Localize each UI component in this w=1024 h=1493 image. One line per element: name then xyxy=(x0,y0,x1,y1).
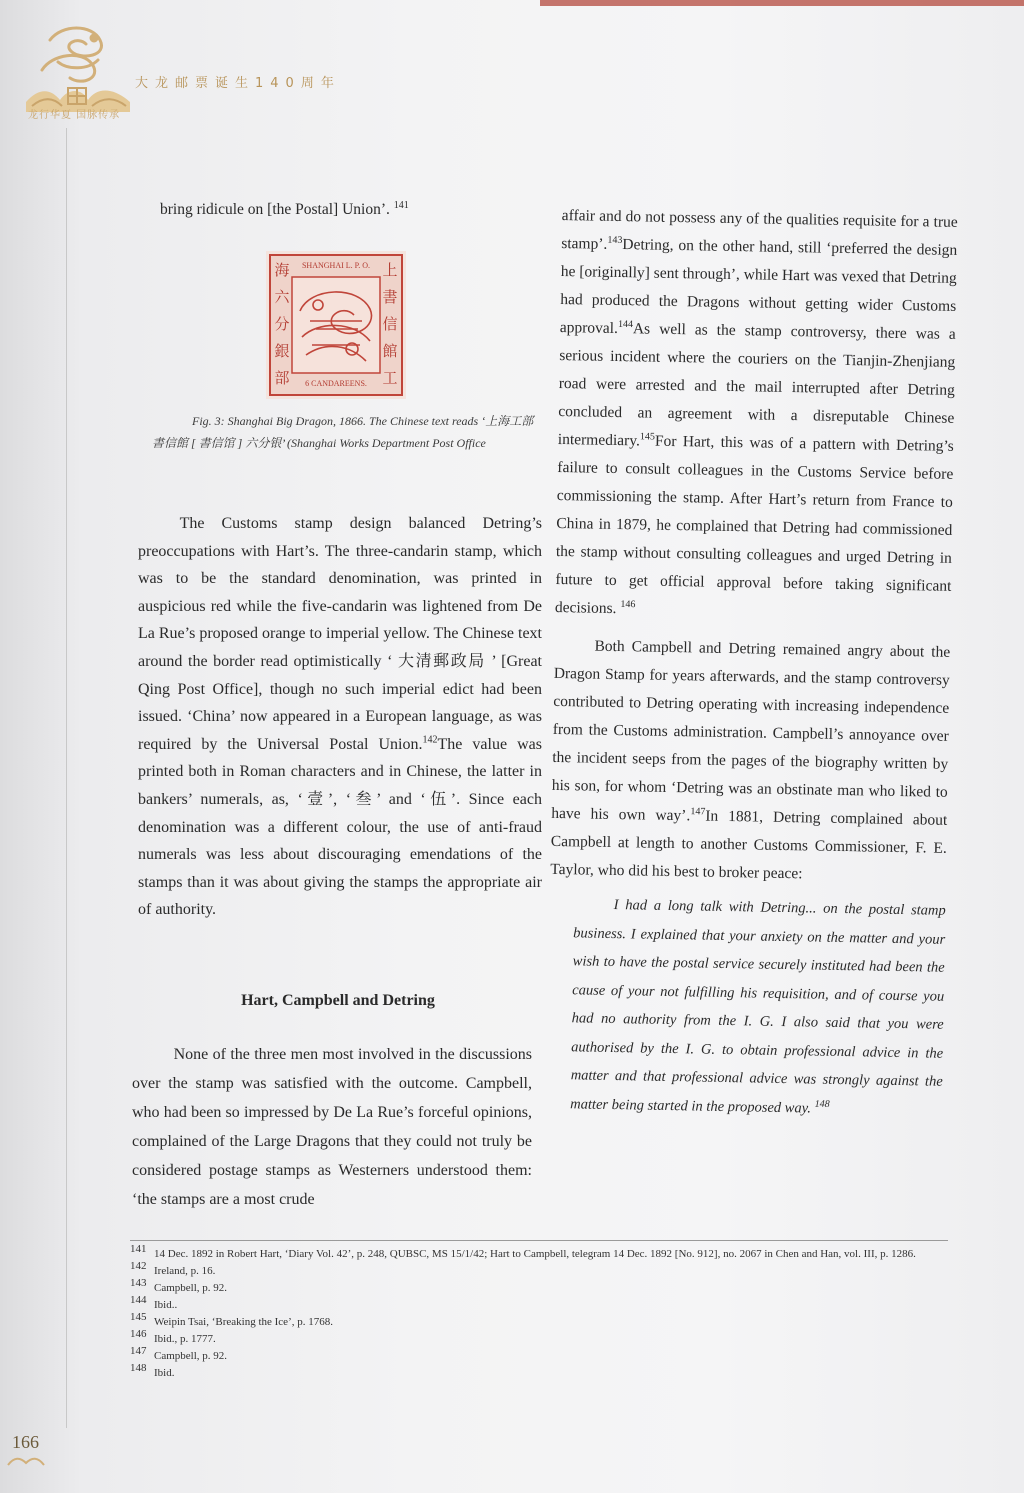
stamp-bottom-text: 6 CANDAREENS. xyxy=(305,379,367,388)
stamp-top-text: SHANGHAI L. P. O. xyxy=(301,261,370,270)
footnote-143: 143 Campbell, p. 92. xyxy=(130,1277,228,1294)
footnote-147: 147 Campbell, p. 92. xyxy=(130,1345,228,1362)
footnote-ref[interactable]: 145 xyxy=(639,431,656,443)
dragon-logo-icon xyxy=(22,20,134,120)
left-paragraph-2: None of the three men most involved in the discussions over the stamp was satisfied with the outcome. Campbell, who had been so impressed by De La Rue’s forceful opinions, complained of the Large Dragons that they could not truly be considered postage stamps as Westerners understood them: ‘the stamps are a most crude xyxy=(132,1046,532,1208)
footnote-142: 142 Ireland, p. 16. xyxy=(130,1260,216,1277)
footnote-145: 145 Weipin Tsai, ‘Breaking the Ice’, p. 1768. xyxy=(130,1311,333,1328)
page-number: 166 xyxy=(12,1432,39,1452)
right-paragraph-2: Both Campbell and Detring remained angry about the Dragon Stamp for years afterwards, and the stamp controversy contributed to Detring operating with increasing independence from the Customs administration. Campbell’s annoyance over the incident seeps from the pages of the biography written by his son, for whom ‘Detring was an obstinate man who liked to have his own way’.$^{147}$In 1881, Detring complained about Campbell at length to another Customs Commissioner, F. E. Taylor, who did his best to broker peace: xyxy=(550,637,951,883)
running-header: 大龙邮票诞生140周年 xyxy=(135,76,341,91)
left-intro-line: bring ridicule on [the Postal] Union’. $^{141}$ xyxy=(160,199,409,218)
footnote-148: 148 Ibid. xyxy=(130,1362,175,1379)
top-color-band xyxy=(540,0,1024,6)
wave-ornament-icon xyxy=(6,1455,46,1467)
footnote-ref[interactable]: 143 xyxy=(607,234,623,246)
footnote-ref[interactable]: 147 xyxy=(690,806,706,818)
footnote-ref[interactable]: 141 xyxy=(393,199,409,211)
left-paragraph-1: The Customs stamp design balanced Detring’s preoccupations with Hart’s. The three-candarin stamp, which was to be the standard denomination, was printed in auspicious red while the five-candarin was lightened from De La Rue’s proposed orange to imperial yellow. The Chinese text around the border read optimistically ‘ 大清郵政局 ’ [Great Qing Post Office], though no such imperial edict had been issued. ‘China’ now appeared in a European language, as was required by the Universal Postal Union.$^{142}$The value was printed both in Roman characters and in Chinese, the latter in bankers’ numerals, as, ‘壹’, ‘叁’ and ‘伍’. Since each denomination was a different colour, the use of anti-fraud numerals was less about discouraging emendations of the stamps than it was about giving the stamps the appropriate air of authority. xyxy=(138,515,543,919)
footnote-ref[interactable]: 146 xyxy=(620,598,636,611)
right-paragraph-1: affair and do not possess any of the qualities requisite for a true stamp’.$^{143}$Detring, on the other hand, still ‘preferred the design he [originally] sent through’, while Hart was vexed that Detring had produced the Dragons without getting wider Customs approval.$^{144}$As well as the stamp controversy, there was a serious incident where the couriers on the Tianjin-Zhenjiang road were arrested and the mail interrupted after Detring concluded an agreement with a disreputable Chinese intermediary.$^{145}$For Hart, this was of a pattern with Detring’s failure to consult colleagues in the Customs Service before commissioning the stamp. After Hart’s return from France to China in 1879, he complained that Detring had commissioned the stamp without consulting colleagues and urged Detring in future to get official approval before taking significant decisions. $^{146}$ xyxy=(554,206,958,618)
stamp-right-chars: 上 書 信 館 工 xyxy=(382,261,398,387)
figure-caption: Fig. 3: Shanghai Big Dragon, 1866. The Chinese text reads ‘上海工部書信館 [ 書信馆 ] 六分银’ (Shanghai Works Department Post Office xyxy=(152,414,534,450)
footnotes xyxy=(130,1243,950,1382)
stamp-left-chars: 海 六 分 銀 部 xyxy=(274,261,290,387)
footnote-141: 141 14 Dec. 1892 in Robert Hart, ‘Diary Vol. 42’, p. 248, QUBSC, MS 15/1/42; Hart to Campbell, telegram 14 Dec. 1892 [No. 912], no. 2067 in Chen and Han, vol. III, p. 1286. xyxy=(130,1243,916,1260)
footnote-ref[interactable]: 148 xyxy=(814,1098,830,1110)
margin-rule xyxy=(66,128,67,1428)
block-quote: I had a long talk with Detring... on the postal stamp business. I explained that your anxiety on the matter and your wish to have the postal service securely instituted had been the cause of your not fulfilling his requisition, and of course you had no authority from the I. G. I also said that you were authorised by the I. G. to obtain professional advice in the matter and that professional advice was strongly against the matter being started in the proposed way. $^{148}$ xyxy=(570,897,946,1116)
footnote-ref[interactable]: 142 xyxy=(422,734,438,746)
right-column xyxy=(546,202,958,1125)
footnote-ref[interactable]: 144 xyxy=(617,318,634,331)
logo-motto: 龙行华夏 国脉传承 xyxy=(28,110,121,121)
footnote-144: 144 Ibid.. xyxy=(130,1294,178,1311)
section-heading: Hart, Campbell and Detring xyxy=(241,992,435,1009)
footnote-rule xyxy=(130,1240,948,1241)
stamp-image xyxy=(266,251,406,399)
footnote-146: 146 Ibid., p. 1777. xyxy=(130,1328,216,1345)
